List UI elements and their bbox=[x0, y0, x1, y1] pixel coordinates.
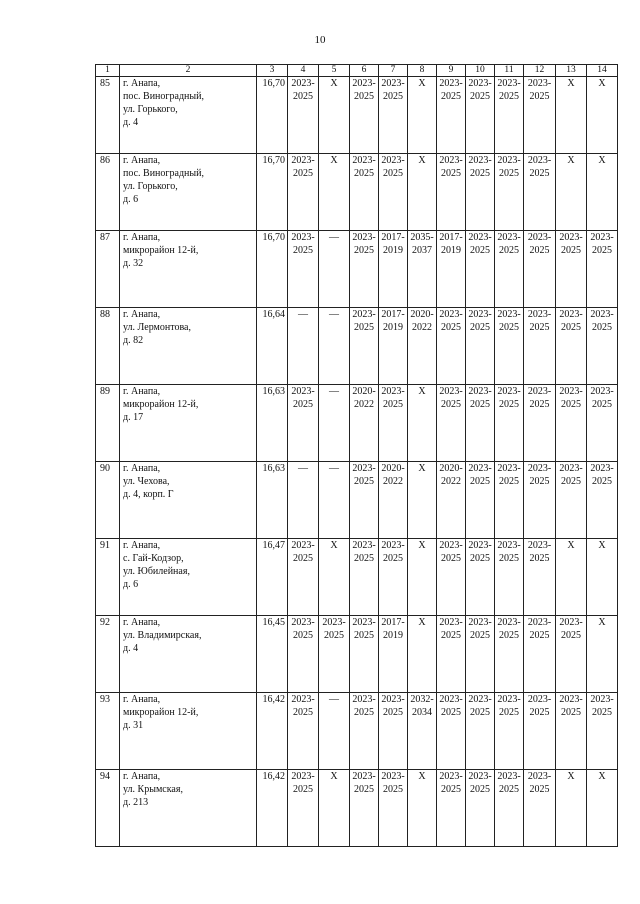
period-cell: 2023- 2025 bbox=[350, 462, 379, 539]
period-cell: 2023- 2025 bbox=[495, 462, 524, 539]
schedule-table bbox=[95, 64, 618, 847]
period-cell: 2023- 2025 bbox=[350, 308, 379, 385]
address-line: д. 31 bbox=[123, 720, 144, 731]
period-cell: 2023- 2025 bbox=[350, 616, 379, 693]
address-line: г. Анапа, bbox=[123, 232, 161, 243]
period-cell: — bbox=[319, 385, 350, 462]
row-number: 88 bbox=[96, 308, 120, 385]
period-cell: 2023- 2025 bbox=[556, 616, 587, 693]
column-header: 9 bbox=[437, 65, 466, 77]
period-cell: 2020- 2022 bbox=[437, 462, 466, 539]
period-cell: 2023- 2025 bbox=[556, 693, 587, 770]
address-line: г. Анапа, bbox=[123, 309, 161, 320]
period-cell: 2023- 2025 bbox=[495, 385, 524, 462]
column-header: 3 bbox=[257, 65, 288, 77]
period-cell: 2023- 2025 bbox=[379, 385, 408, 462]
area-cell: 16,63 bbox=[257, 462, 288, 539]
period-cell: 2023- 2025 bbox=[466, 231, 495, 308]
period-cell: 2023- 2025 bbox=[350, 154, 379, 231]
period-cell: 2023- 2025 bbox=[495, 693, 524, 770]
period-cell: 2023- 2025 bbox=[350, 693, 379, 770]
period-cell: 2023- 2025 bbox=[288, 385, 319, 462]
period-cell: X bbox=[587, 154, 618, 231]
period-cell: 2023- 2025 bbox=[288, 539, 319, 616]
address-line: г. Анапа, bbox=[123, 155, 161, 166]
period-cell: — bbox=[288, 462, 319, 539]
period-cell: 2023- 2025 bbox=[524, 231, 556, 308]
period-cell: 2023- 2025 bbox=[466, 154, 495, 231]
period-cell: — bbox=[288, 308, 319, 385]
period-cell: X bbox=[319, 539, 350, 616]
address-line: пос. Виноградный, bbox=[123, 168, 204, 179]
period-cell: 2023- 2025 bbox=[437, 154, 466, 231]
address-line: г. Анапа, bbox=[123, 540, 161, 551]
period-cell: 2023- 2025 bbox=[587, 231, 618, 308]
address-cell bbox=[120, 231, 257, 308]
address-line: д. 213 bbox=[123, 797, 149, 808]
period-cell: 2023- 2025 bbox=[556, 308, 587, 385]
column-header: 10 bbox=[466, 65, 495, 77]
period-cell: 2023- 2025 bbox=[524, 539, 556, 616]
area-cell: 16,63 bbox=[257, 385, 288, 462]
address-cell bbox=[120, 462, 257, 539]
period-cell: X bbox=[587, 539, 618, 616]
period-cell: X bbox=[319, 770, 350, 847]
row-number: 90 bbox=[96, 462, 120, 539]
period-cell: 2023- 2025 bbox=[350, 539, 379, 616]
address-line: д. 6 bbox=[123, 579, 139, 590]
period-cell: 2023- 2025 bbox=[379, 154, 408, 231]
period-cell: X bbox=[408, 539, 437, 616]
table-row bbox=[96, 77, 618, 154]
period-cell: 2023- 2025 bbox=[556, 462, 587, 539]
period-cell: 2017- 2019 bbox=[437, 231, 466, 308]
period-cell: 2023- 2025 bbox=[437, 385, 466, 462]
period-cell: 2023- 2025 bbox=[288, 616, 319, 693]
address-line: г. Анапа, bbox=[123, 694, 161, 705]
address-line: г. Анапа, bbox=[123, 771, 161, 782]
period-cell: 2023- 2025 bbox=[288, 770, 319, 847]
period-cell: 2023- 2025 bbox=[466, 693, 495, 770]
address-line: д. 6 bbox=[123, 194, 139, 205]
period-cell: 2020- 2022 bbox=[379, 462, 408, 539]
period-cell: 2020- 2022 bbox=[350, 385, 379, 462]
period-cell: 2023- 2025 bbox=[495, 77, 524, 154]
table-row bbox=[96, 616, 618, 693]
period-cell: 2023- 2025 bbox=[437, 616, 466, 693]
row-number: 94 bbox=[96, 770, 120, 847]
period-cell: 2023- 2025 bbox=[556, 385, 587, 462]
column-header: 7 bbox=[379, 65, 408, 77]
period-cell: 2023- 2025 bbox=[495, 770, 524, 847]
period-cell: 2023- 2025 bbox=[288, 693, 319, 770]
period-cell: 2023- 2025 bbox=[495, 231, 524, 308]
period-cell: 2023- 2025 bbox=[495, 308, 524, 385]
address-line: ул. Горького, bbox=[123, 181, 178, 192]
column-header: 8 bbox=[408, 65, 437, 77]
period-cell: 2023- 2025 bbox=[466, 308, 495, 385]
period-cell: 2023- 2025 bbox=[587, 308, 618, 385]
address-cell bbox=[120, 154, 257, 231]
period-cell: 2023- 2025 bbox=[437, 539, 466, 616]
address-line: д. 4 bbox=[123, 643, 139, 654]
period-cell: X bbox=[319, 77, 350, 154]
period-cell: 2023- 2025 bbox=[437, 770, 466, 847]
address-line: г. Анапа, bbox=[123, 78, 161, 89]
period-cell: 2023- 2025 bbox=[288, 77, 319, 154]
period-cell: X bbox=[556, 77, 587, 154]
table-body bbox=[96, 65, 618, 847]
row-number: 93 bbox=[96, 693, 120, 770]
address-line: д. 17 bbox=[123, 412, 144, 423]
column-header: 14 bbox=[587, 65, 618, 77]
period-cell: 2023- 2025 bbox=[379, 693, 408, 770]
address-cell bbox=[120, 539, 257, 616]
period-cell: 2023- 2025 bbox=[437, 693, 466, 770]
period-cell: 2023- 2025 bbox=[350, 231, 379, 308]
period-cell: — bbox=[319, 693, 350, 770]
period-cell: X bbox=[408, 616, 437, 693]
period-cell: X bbox=[556, 770, 587, 847]
period-cell: 2023- 2025 bbox=[524, 616, 556, 693]
column-header: 5 bbox=[319, 65, 350, 77]
address-line: ул. Лермонтова, bbox=[123, 322, 191, 333]
period-cell: X bbox=[408, 77, 437, 154]
table-row bbox=[96, 462, 618, 539]
period-cell: 2023- 2025 bbox=[587, 693, 618, 770]
area-cell: 16,70 bbox=[257, 231, 288, 308]
period-cell: — bbox=[319, 231, 350, 308]
address-line: г. Анапа, bbox=[123, 617, 161, 628]
address-line: д. 4 bbox=[123, 117, 139, 128]
period-cell: 2023- 2025 bbox=[379, 77, 408, 154]
address-line: ул. Крымская, bbox=[123, 784, 183, 795]
period-cell: 2023- 2025 bbox=[524, 385, 556, 462]
column-header: 11 bbox=[495, 65, 524, 77]
table-row bbox=[96, 308, 618, 385]
period-cell: X bbox=[408, 770, 437, 847]
column-header: 6 bbox=[350, 65, 379, 77]
period-cell: X bbox=[319, 154, 350, 231]
period-cell: 2023- 2025 bbox=[350, 770, 379, 847]
area-cell: 16,70 bbox=[257, 77, 288, 154]
period-cell: 2023- 2025 bbox=[319, 616, 350, 693]
row-number: 87 bbox=[96, 231, 120, 308]
address-line: микрорайон 12-й, bbox=[123, 707, 199, 718]
period-cell: 2032- 2034 bbox=[408, 693, 437, 770]
column-header: 2 bbox=[120, 65, 257, 77]
address-line: ул. Владимирская, bbox=[123, 630, 202, 641]
period-cell: 2023- 2025 bbox=[350, 77, 379, 154]
address-line: г. Анапа, bbox=[123, 463, 161, 474]
period-cell: 2020- 2022 bbox=[408, 308, 437, 385]
address-cell bbox=[120, 385, 257, 462]
period-cell: — bbox=[319, 462, 350, 539]
period-cell: X bbox=[556, 154, 587, 231]
period-cell: X bbox=[587, 616, 618, 693]
period-cell: 2023- 2025 bbox=[466, 462, 495, 539]
period-cell: 2023- 2025 bbox=[524, 154, 556, 231]
period-cell: X bbox=[587, 77, 618, 154]
period-cell: 2023- 2025 bbox=[466, 385, 495, 462]
address-cell bbox=[120, 693, 257, 770]
period-cell: 2023- 2025 bbox=[587, 462, 618, 539]
address-cell bbox=[120, 770, 257, 847]
period-cell: 2023- 2025 bbox=[556, 231, 587, 308]
address-line: д. 32 bbox=[123, 258, 144, 269]
address-line: пос. Виноградный, bbox=[123, 91, 204, 102]
area-cell: 16,42 bbox=[257, 693, 288, 770]
period-cell: 2023- 2025 bbox=[288, 154, 319, 231]
table-row bbox=[96, 385, 618, 462]
address-line: д. 82 bbox=[123, 335, 144, 346]
period-cell: 2023- 2025 bbox=[379, 770, 408, 847]
row-number: 89 bbox=[96, 385, 120, 462]
address-cell bbox=[120, 308, 257, 385]
table-row bbox=[96, 231, 618, 308]
period-cell: 2017- 2019 bbox=[379, 231, 408, 308]
period-cell: 2023- 2025 bbox=[495, 616, 524, 693]
area-cell: 16,70 bbox=[257, 154, 288, 231]
period-cell: 2023- 2025 bbox=[466, 77, 495, 154]
period-cell: 2023- 2025 bbox=[466, 616, 495, 693]
table-row bbox=[96, 539, 618, 616]
table-row bbox=[96, 693, 618, 770]
area-cell: 16,42 bbox=[257, 770, 288, 847]
period-cell: X bbox=[556, 539, 587, 616]
address-line: микрорайон 12-й, bbox=[123, 399, 199, 410]
period-cell: 2017- 2019 bbox=[379, 616, 408, 693]
area-cell: 16,45 bbox=[257, 616, 288, 693]
period-cell: X bbox=[408, 385, 437, 462]
period-cell: 2023- 2025 bbox=[466, 770, 495, 847]
period-cell: X bbox=[408, 154, 437, 231]
period-cell: 2023- 2025 bbox=[437, 77, 466, 154]
address-cell bbox=[120, 77, 257, 154]
table-row bbox=[96, 154, 618, 231]
period-cell: 2023- 2025 bbox=[524, 770, 556, 847]
period-cell: 2023- 2025 bbox=[437, 308, 466, 385]
address-line: ул. Чехова, bbox=[123, 476, 170, 487]
period-cell: 2023- 2025 bbox=[524, 462, 556, 539]
column-header: 1 bbox=[96, 65, 120, 77]
address-line: г. Анапа, bbox=[123, 386, 161, 397]
row-number: 92 bbox=[96, 616, 120, 693]
address-cell bbox=[120, 616, 257, 693]
period-cell: 2023- 2025 bbox=[379, 539, 408, 616]
period-cell: 2023- 2025 bbox=[288, 231, 319, 308]
row-number: 85 bbox=[96, 77, 120, 154]
header-row bbox=[96, 65, 618, 77]
column-header: 4 bbox=[288, 65, 319, 77]
period-cell: 2023- 2025 bbox=[524, 308, 556, 385]
address-line: ул. Юбилейная, bbox=[123, 566, 190, 577]
column-header: 13 bbox=[556, 65, 587, 77]
area-cell: 16,47 bbox=[257, 539, 288, 616]
address-line: ул. Горького, bbox=[123, 104, 178, 115]
period-cell: 2023- 2025 bbox=[495, 154, 524, 231]
row-number: 86 bbox=[96, 154, 120, 231]
area-cell: 16,64 bbox=[257, 308, 288, 385]
period-cell: 2023- 2025 bbox=[524, 693, 556, 770]
period-cell: 2023- 2025 bbox=[524, 77, 556, 154]
address-line: микрорайон 12-й, bbox=[123, 245, 199, 256]
page-number: 10 bbox=[314, 34, 326, 46]
address-line: с. Гай-Кодзор, bbox=[123, 553, 184, 564]
column-header: 12 bbox=[524, 65, 556, 77]
period-cell: X bbox=[587, 770, 618, 847]
period-cell: 2017- 2019 bbox=[379, 308, 408, 385]
period-cell: 2035- 2037 bbox=[408, 231, 437, 308]
address-line: д. 4, корп. Г bbox=[123, 489, 174, 500]
row-number: 91 bbox=[96, 539, 120, 616]
period-cell: — bbox=[319, 308, 350, 385]
period-cell: X bbox=[408, 462, 437, 539]
period-cell: 2023- 2025 bbox=[587, 385, 618, 462]
period-cell: 2023- 2025 bbox=[495, 539, 524, 616]
table-row bbox=[96, 770, 618, 847]
period-cell: 2023- 2025 bbox=[466, 539, 495, 616]
